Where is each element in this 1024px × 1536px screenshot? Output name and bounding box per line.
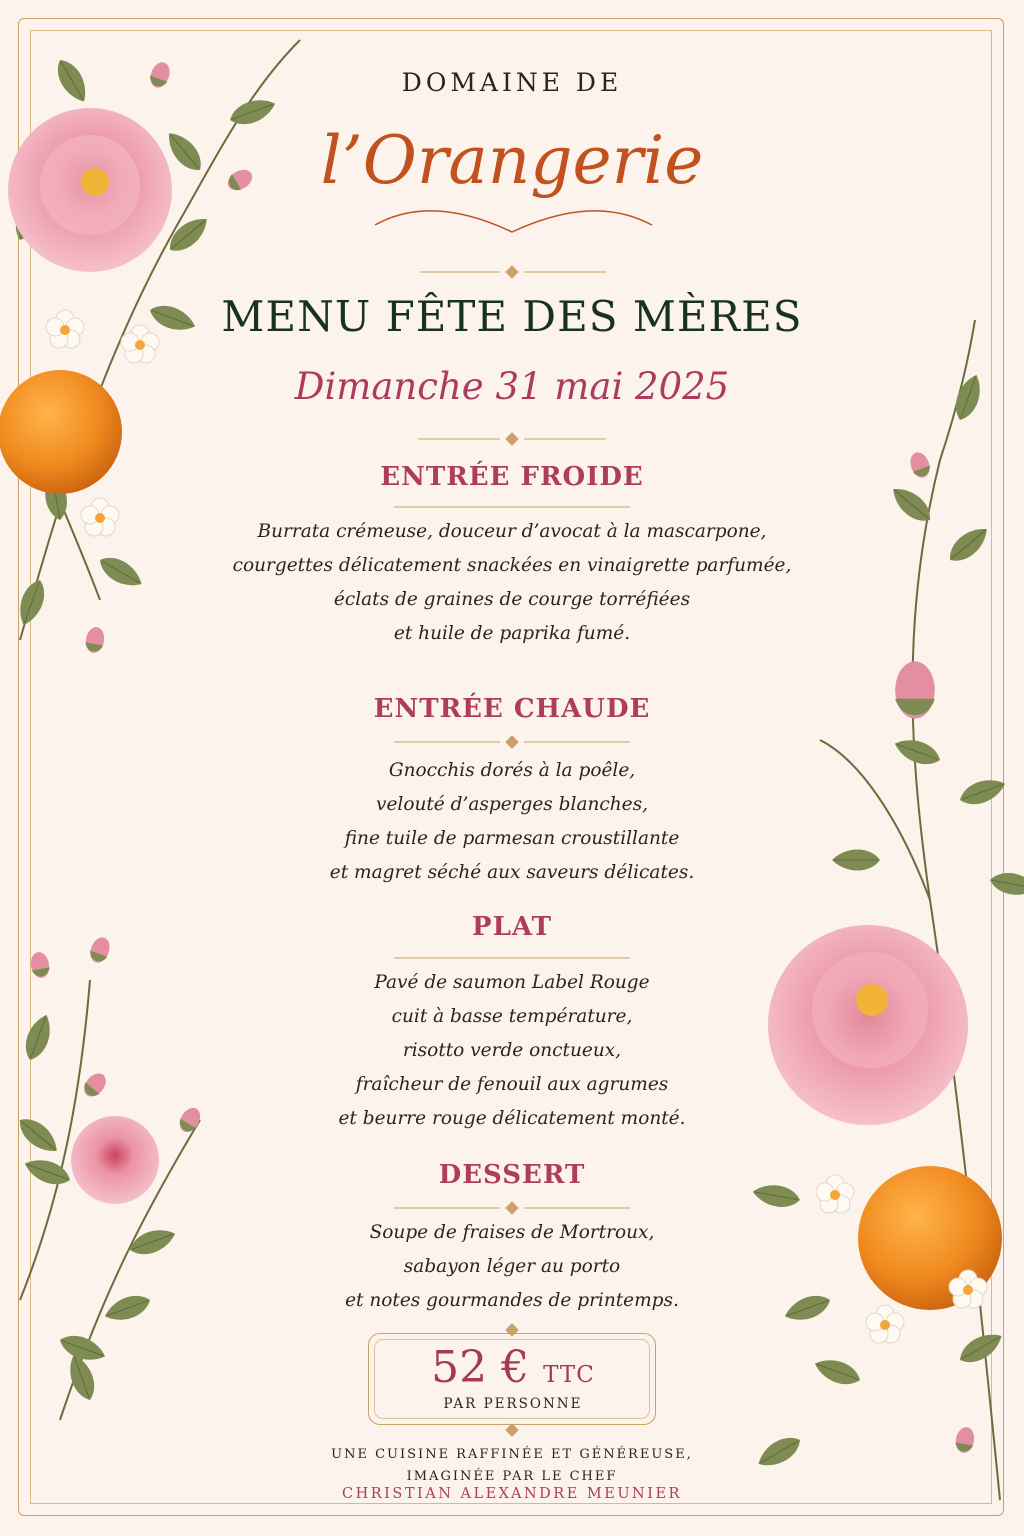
- desc-line: Burrata crémeuse, douceur d’avocat à la mascarpone,: [257, 521, 767, 542]
- domaine-label: DOMAINE DE: [401, 68, 623, 97]
- event-date: Dimanche 31 mai 2025: [294, 365, 730, 408]
- desc-line: Pavé de saumon Label Rouge: [374, 972, 650, 993]
- section-desc-entree-froide: [0, 515, 1024, 651]
- price-box: [368, 1333, 656, 1425]
- footer-line-2: IMAGINÉE PAR LE CHEF: [406, 1469, 618, 1484]
- desc-line: éclats de graines de courge torréfiées: [333, 589, 691, 610]
- section-title-dessert: DESSERT: [438, 1160, 586, 1190]
- desc-line: Gnocchis dorés à la poêle,: [388, 760, 636, 781]
- footer-tagline: [0, 1444, 1024, 1488]
- desc-line: fine tuile de parmesan croustillante: [344, 828, 680, 849]
- desc-line: et magret séché aux saveurs délicates.: [329, 862, 695, 883]
- section-title-entree-froide: ENTRÉE FROIDE: [380, 462, 644, 492]
- desc-line: et beurre rouge délicatement monté.: [338, 1108, 686, 1129]
- desc-line: fraîcheur de fenouil aux agrumes: [355, 1074, 669, 1095]
- desc-line: velouté d’asperges blanches,: [376, 794, 648, 815]
- desc-line: sabayon léger au porto: [403, 1256, 621, 1277]
- price: [369, 1342, 657, 1393]
- brand-name: l’Orangerie: [320, 122, 704, 199]
- desc-line: Soupe de fraises de Mortroux,: [369, 1222, 655, 1243]
- desc-line: risotto verde onctueux,: [402, 1040, 622, 1061]
- section-title-plat: PLAT: [472, 912, 552, 942]
- section-desc-plat: [0, 966, 1024, 1136]
- price-per-person: PAR PERSONNE: [443, 1396, 583, 1412]
- menu-title: MENU FÊTE DES MÈRES: [221, 292, 803, 341]
- price-tax-label: TTC: [543, 1362, 595, 1388]
- chef-name: CHRISTIAN ALEXANDRE MEUNIER: [342, 1486, 682, 1502]
- section-desc-dessert: [0, 1216, 1024, 1318]
- price-amount: 52 €: [431, 1342, 530, 1393]
- desc-line: cuit à basse température,: [391, 1006, 633, 1027]
- desc-line: courgettes délicatement snackées en vinaigrette parfumée,: [232, 555, 792, 576]
- desc-line: et huile de paprika fumé.: [393, 623, 631, 644]
- desc-line: et notes gourmandes de printemps.: [345, 1290, 679, 1311]
- section-desc-entree-chaude: [0, 754, 1024, 890]
- footer-line-1: UNE CUISINE RAFFINÉE ET GÉNÉREUSE,: [331, 1447, 693, 1462]
- section-title-entree-chaude: ENTRÉE CHAUDE: [373, 694, 651, 724]
